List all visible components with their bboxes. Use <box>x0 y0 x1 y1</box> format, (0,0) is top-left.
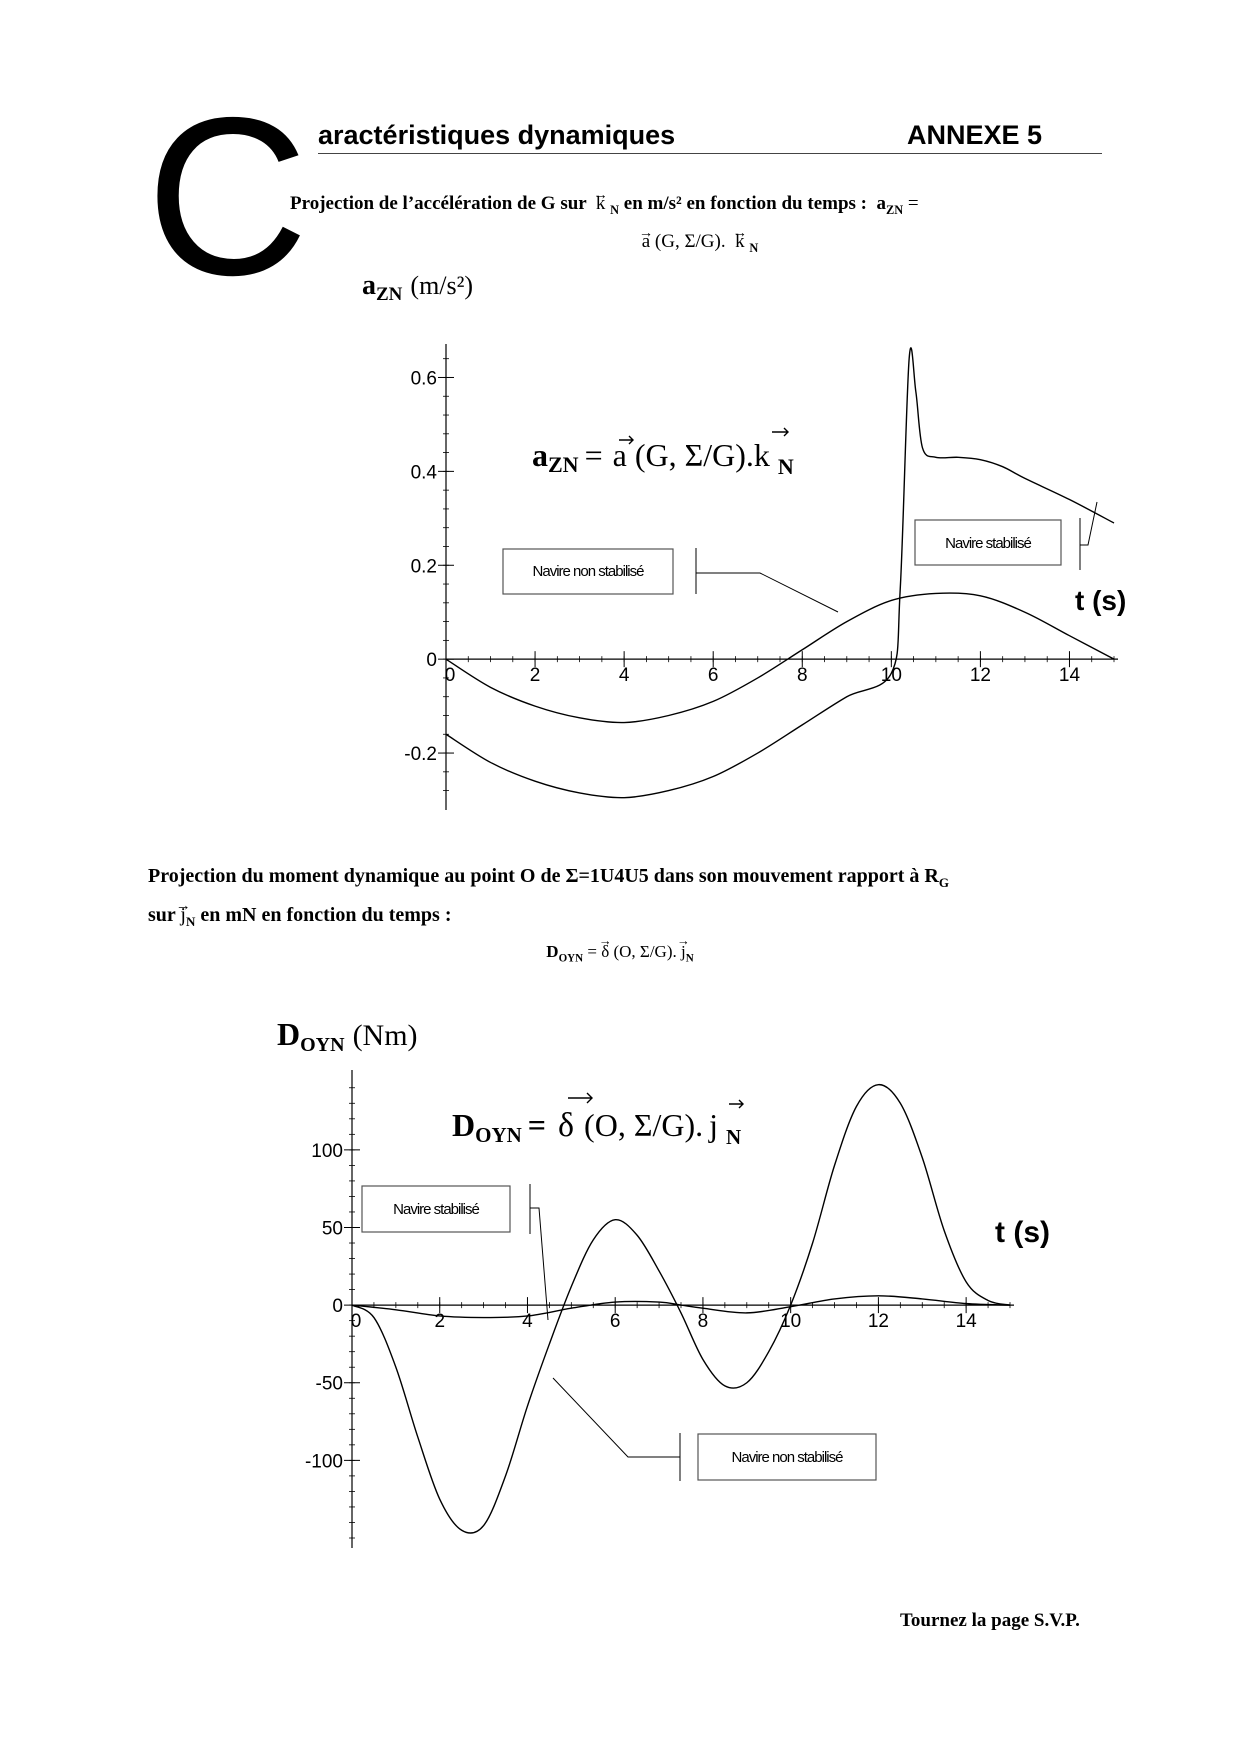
caption1-line2-sub: N <box>749 240 759 255</box>
y-tick-label: -100 <box>304 1451 343 1473</box>
formula2-mid: (O, Σ/G). <box>613 942 677 961</box>
x-tick-label: 6 <box>609 1311 621 1333</box>
chart2-xlabel: t (s) <box>995 1216 1050 1249</box>
chart1-ylabel-main: a <box>362 270 376 301</box>
x-tick-label: 14 <box>955 1311 977 1333</box>
chart2-formula-sub: OYN <box>475 1123 522 1147</box>
vector-arrow-delta <box>568 1093 592 1103</box>
caption2-line1-sub: G <box>938 875 949 890</box>
caption1-azn-sub: ZN <box>886 202 904 217</box>
chart2-ylabel-unit: (Nm) <box>352 1019 418 1052</box>
caption2-line2-a: sur <box>148 904 176 926</box>
x-tick-label: 14 <box>1058 665 1081 687</box>
vector-delta: → δ <box>601 942 609 962</box>
chart1-xlabel: t (s) <box>1075 585 1127 616</box>
y-tick-label: 0.4 <box>410 462 437 484</box>
caption1-text-b: en m/s² en fonction du temps : <box>623 193 868 214</box>
caption1-text-a: Projection de l’accélération de G sur <box>290 193 587 214</box>
caption2-line2-b: en mN en fonction du temps : <box>200 904 452 926</box>
annex-label: ANNEXE 5 <box>907 120 1043 150</box>
caption1-line2-text: (G, Σ/G). <box>654 230 726 252</box>
x-tick-label: 10 <box>880 665 902 687</box>
acceleration-chart <box>0 260 1240 830</box>
chart2-formula <box>452 1107 741 1149</box>
chart1-leader-unstabilized <box>696 548 838 612</box>
chart1-formula-sub: ZN <box>548 452 579 477</box>
chart1-formula-a: a <box>532 437 548 473</box>
caption2-line1: Projection du moment dynamique au point O de Σ=1U4U5 dans son mouvement rapport à R <box>148 865 939 887</box>
x-tick-label: 2 <box>434 1311 446 1333</box>
chart1-formula-ksub: N <box>777 454 794 479</box>
y-tick-label: 100 <box>311 1140 343 1162</box>
y-tick-label: -0.2 <box>404 744 437 766</box>
x-tick-label: 8 <box>796 665 808 687</box>
series-line-1 <box>352 1085 1010 1533</box>
chart1-legend-stabilized: Navire stabilisé <box>945 535 1031 552</box>
x-tick-label: 4 <box>522 1311 533 1333</box>
moment-chart <box>0 1000 1240 1560</box>
x-tick-label: 12 <box>969 665 991 687</box>
section2-caption <box>148 860 1108 938</box>
y-tick-label: 0.2 <box>410 556 437 578</box>
caption1-sub-n: N <box>610 202 620 217</box>
caption2-line2-sub: N <box>185 914 196 929</box>
drop-cap-letter: C <box>146 70 309 322</box>
chart2-lines <box>352 1085 1010 1533</box>
formula2-eq: = <box>587 942 597 961</box>
chart2-legend-unstabilized: Navire non stabilisé <box>731 1449 843 1466</box>
vector-a: → a <box>642 226 650 258</box>
vector-arrow-j <box>729 1100 743 1108</box>
x-tick-label: 8 <box>697 1311 709 1333</box>
y-tick-label: 0 <box>332 1296 343 1318</box>
x-tick-label: 10 <box>780 1311 802 1333</box>
vector-arrow-k <box>772 428 788 436</box>
svg-text:DOYN(Nm) <box>277 1016 418 1056</box>
vector-k-2: → k <box>735 226 745 258</box>
chart2-legend-stabilized: Navire stabilisé <box>393 1201 479 1218</box>
y-tick-label: 0 <box>426 650 437 672</box>
formula2-d: D <box>546 942 559 961</box>
y-tick-label: 50 <box>321 1218 343 1240</box>
page-title: aractéristiques dynamiques <box>318 120 676 150</box>
chart1-leader-stabilized <box>1080 502 1097 570</box>
chart1-ylabel-sub: ZN <box>376 284 403 305</box>
caption1-eq: = <box>907 193 919 214</box>
x-tick-label: 4 <box>618 665 630 687</box>
chart2-ylabel-sub: OYN <box>300 1034 345 1056</box>
chart1-formula-vec-a: a <box>612 437 627 473</box>
x-tick-label: 6 <box>707 665 719 687</box>
chart2-formula-a: D <box>452 1107 476 1143</box>
vector-j: → j <box>180 899 186 931</box>
formula2-sub: OYN <box>558 952 584 965</box>
section1-caption <box>290 188 1110 264</box>
footer-note: Tournez la page S.V.P. <box>900 1610 1080 1631</box>
y-tick-label: 0.6 <box>410 368 437 390</box>
vector-k: → k <box>596 188 606 220</box>
chart2-formula-eq: = <box>527 1107 547 1143</box>
section2-formula <box>0 942 1240 964</box>
chart2-ylabel-main: D <box>277 1016 301 1052</box>
chart1-formula-mid: (G, Σ/G). <box>634 437 754 473</box>
formula2-jsub: N <box>685 952 694 965</box>
x-tick-label: 0 <box>444 665 456 687</box>
chart1-formula-vec-k: k <box>753 437 770 473</box>
x-tick-label: 2 <box>529 665 541 687</box>
chart2-formula-delta: δ <box>558 1107 575 1144</box>
chart2-leader-stabilized <box>530 1184 548 1320</box>
chart2-formula-jsub: N <box>725 1125 742 1149</box>
caption1-azn: a <box>876 193 887 214</box>
title-rule <box>318 153 1102 154</box>
chart1-formula-eq: = <box>584 437 603 473</box>
chart2-formula-mid: (O, Σ/G). <box>584 1107 704 1143</box>
chart1-ylabel-unit: (m/s²) <box>410 271 474 300</box>
chart1-formula <box>532 437 794 479</box>
vector-j-2: → j <box>681 942 686 962</box>
y-tick-label: -50 <box>315 1373 343 1395</box>
x-tick-label: 12 <box>867 1311 889 1333</box>
svg-text:aZN(m/s²) <box>362 270 473 305</box>
chart1-legend-unstabilized: Navire non stabilisé <box>532 563 644 580</box>
chart2-leader-unstabilized <box>553 1378 680 1481</box>
x-tick-label: 0 <box>350 1311 362 1333</box>
chart2-formula-j: j <box>709 1107 718 1143</box>
